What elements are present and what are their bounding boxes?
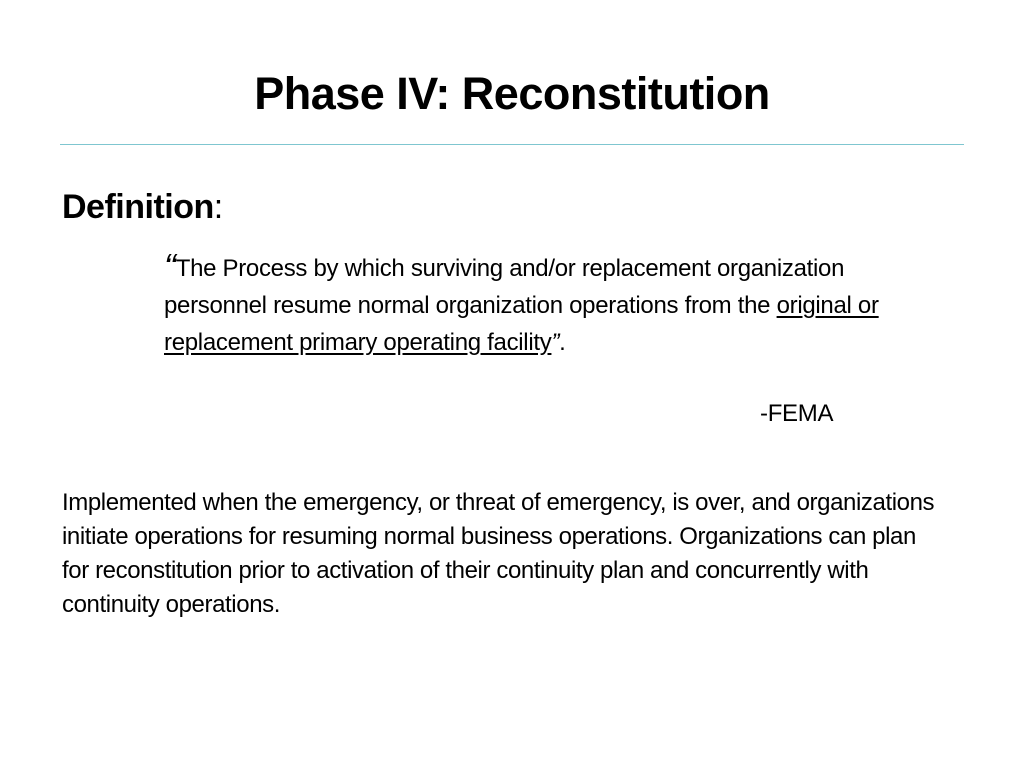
definition-quote [164, 248, 884, 361]
quote-attribution: -FEMA [760, 400, 834, 427]
quote-end: . [559, 329, 566, 356]
body-paragraph: Implemented when the emergency, or threat of emergency, is over, and organizations initiate operations for resuming normal business operations. Organizations can plan for reconstitution prior to activation of their continuity plan and concurrently with continuity operations. [62, 489, 935, 618]
slide-title: Phase IV: Reconstitution [254, 68, 770, 119]
definition-heading-colon: : [213, 188, 223, 226]
title-divider [60, 144, 964, 145]
definition-heading [62, 188, 223, 227]
quote-underlined-text: original or replacement primary operating facility [164, 292, 879, 356]
quote-text: The Process by which surviving and/or replacement organization personnel resume normal organization operations from the [164, 255, 845, 319]
definition-heading-label: Definition [62, 188, 214, 226]
close-quote-mark: ” [551, 329, 560, 356]
open-quote-mark: “ [164, 246, 176, 287]
